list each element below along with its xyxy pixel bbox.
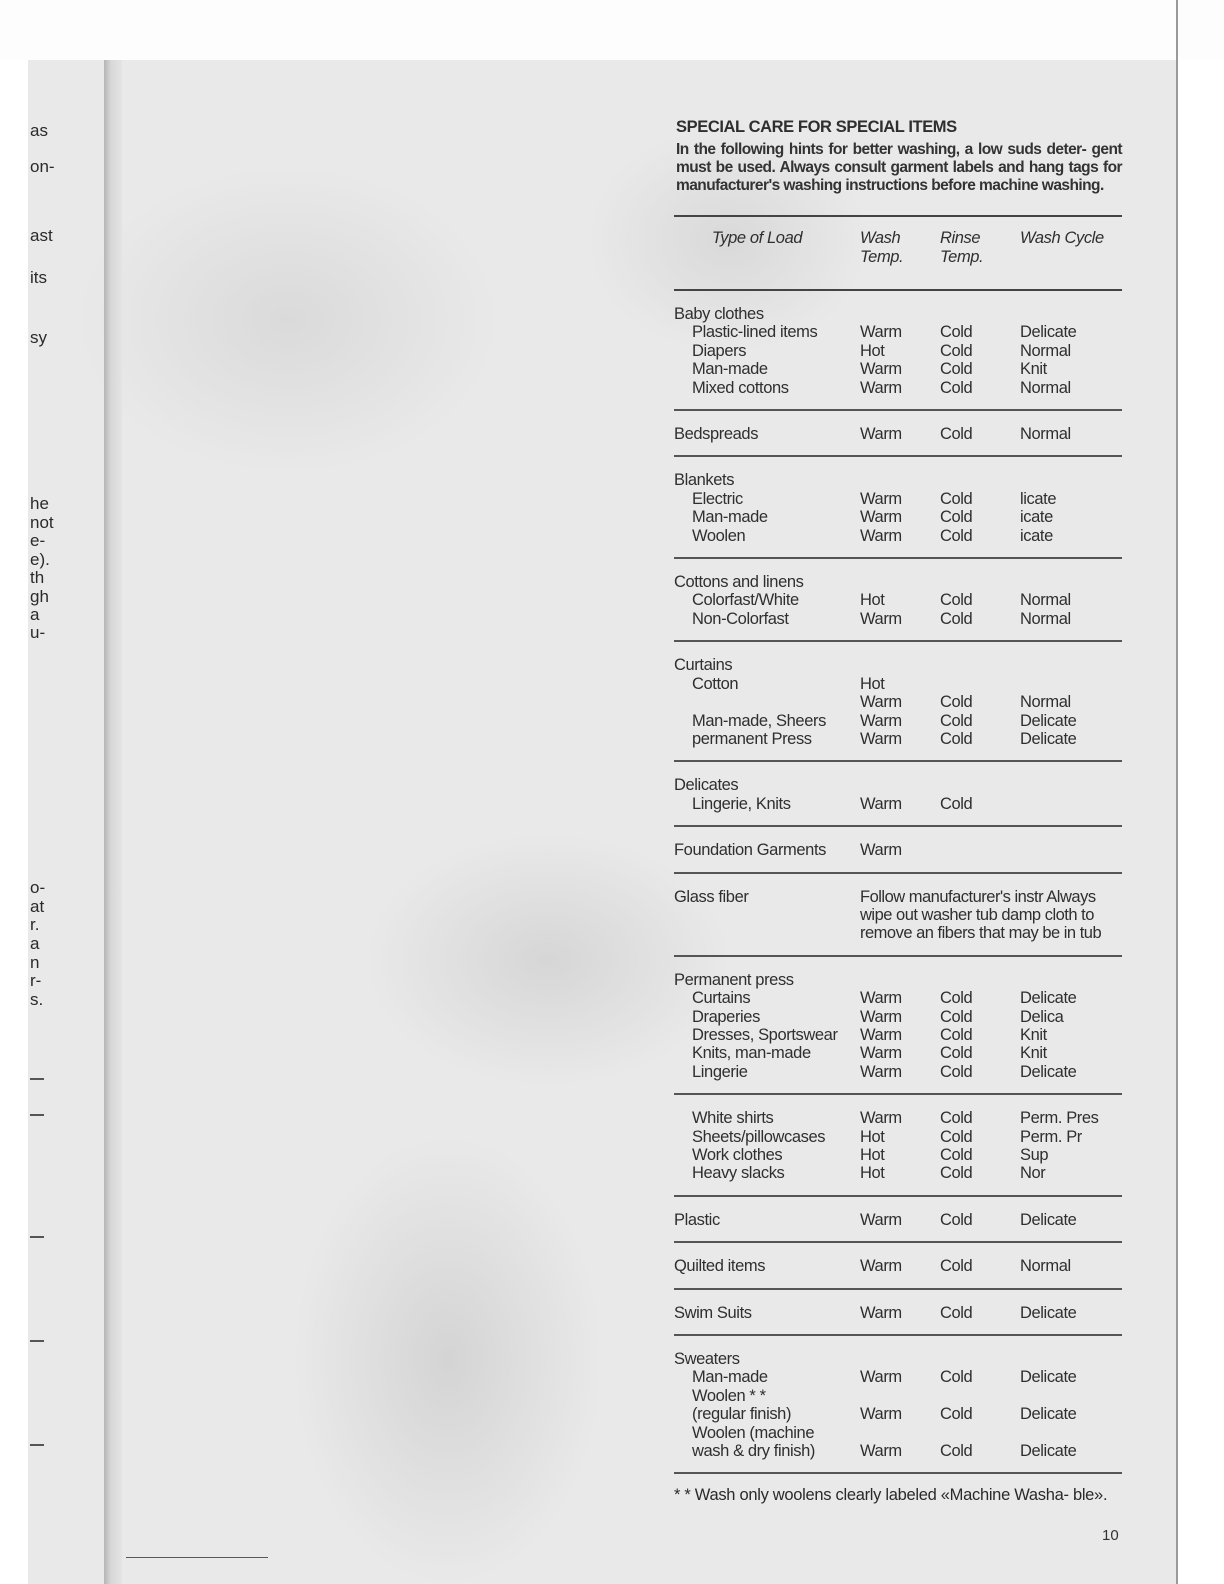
wash-cycle-cell [1020,795,1122,826]
wash-cycle-cell: Delicate [1020,1062,1077,1081]
table-row [674,873,1122,956]
rinse-temp-cell [940,826,1020,872]
rinse-temp-cell: Cold [940,794,973,813]
wash-temp-cell: Hot [860,1146,885,1164]
load-type-cell: Cottons and linens [674,573,804,592]
load-type-cell: Knits, man-made [692,1044,811,1063]
table-row [674,712,1122,730]
rinse-temp-cell: Cold [940,1368,973,1387]
load-type-cell: Curtains [692,989,751,1008]
care-table-group [674,410,1122,456]
wash-cycle-cell: Normal [1020,609,1071,628]
care-table-group [674,1242,1122,1288]
table-row [674,1368,1122,1386]
wash-cycle-cell [1020,826,1122,872]
load-type-cell: Man-made [692,1368,768,1387]
rinse-temp-cell: Cold [940,1044,973,1063]
rinse-temp-cell [940,956,1020,989]
table-row [674,1405,1122,1423]
left-page-rule-mark [30,1114,44,1116]
wash-temp-cell [860,956,940,989]
col-header-wash-temp [860,216,940,290]
left-page-text-fragment: not [30,513,54,532]
load-type-cell: Man-made, Sheers [692,711,826,730]
wash-cycle-cell [1020,1335,1122,1368]
load-type-cell: Colorfast/White [692,591,799,610]
care-table-group [674,1335,1122,1473]
rinse-temp-cell: Cold [940,693,973,712]
table-row [674,610,1122,641]
load-type-cell: Bedspreads [674,425,759,444]
load-type-cell: Permanent press [674,970,794,989]
load-type-cell: Dresses, Sportswear [692,1025,838,1044]
wash-cycle-cell: Delicate [1020,1442,1077,1461]
care-table-group [674,290,1122,410]
wash-cycle-cell: Knit [1020,1044,1047,1063]
load-type-cell: Sheets/pillowcases [692,1127,826,1146]
left-page-rule-mark [30,1236,44,1238]
rinse-temp-cell: Cold [940,526,973,545]
wash-cycle-cell [1020,761,1122,794]
table-row [674,956,1122,989]
table-row [674,323,1122,341]
wash-temp-cell: Warm [860,693,902,712]
wash-cycle-cell: Normal [1020,341,1071,360]
load-type-cell: (regular finish) [692,1405,792,1424]
load-type-cell: Woolen * * [692,1386,766,1405]
rinse-temp-cell [940,1424,1020,1442]
wash-temp-cell: Warm [860,1405,902,1424]
left-page-text-fragment: at [30,897,45,916]
left-page-text-fragment: r. [30,915,40,934]
wash-temp-cell: Hot [860,674,885,693]
rinse-temp-cell: Cold [940,1025,973,1044]
wash-cycle-cell: Normal [1020,693,1071,712]
table-row [674,490,1122,508]
load-type-cell: Woolen (machine [692,1423,815,1442]
rinse-temp-cell [940,558,1020,591]
wash-cycle-cell: licate [1020,489,1057,508]
left-page-text-fragment: gh [30,587,49,606]
care-table-group [674,558,1122,641]
care-table-group [674,641,1122,761]
wash-cycle-cell: Delica [1020,1007,1064,1026]
care-table-group [674,456,1122,558]
load-type-cell: Heavy slacks [692,1164,785,1183]
load-type-cell [674,693,860,711]
wash-temp-cell: Warm [860,1044,902,1063]
rinse-temp-cell: Cold [940,341,973,360]
left-page-rule-mark [30,1078,44,1080]
load-type-cell: Sweaters [674,1350,740,1369]
rinse-temp-cell: Cold [940,508,973,527]
load-type-cell: wash & dry finish) [692,1442,816,1461]
table-row [674,379,1122,410]
load-type-cell: Diapers [692,341,747,360]
table-row [674,290,1122,323]
intro-paragraph: In the following hints for better washing, a low suds deter- gent must be used. Always consult garment labels and hang tags for manufacturer's washing instructions before machine washing. [676,141,1122,194]
table-row [674,1094,1122,1127]
table-row [674,410,1122,456]
page-number: 10 [1102,1527,1119,1544]
wash-cycle-cell: Sup [1020,1146,1049,1164]
wash-temp-cell: Warm [860,489,902,508]
wash-cycle-cell: Delicate [1020,1303,1077,1322]
rinse-temp-cell: Cold [940,1062,973,1081]
rinse-temp-cell: Cold [940,1127,973,1146]
left-page-text-fragment: th [30,568,45,587]
col-header-rinse-line2: Temp. [940,248,984,266]
left-page-text-fragment: s. [30,990,44,1009]
load-type-cell: Foundation Garments [674,841,826,860]
left-page-text-fragment: r- [30,971,42,990]
care-table-group [674,956,1122,1094]
rinse-temp-cell: Cold [940,1146,973,1164]
wash-temp-cell: Warm [860,1303,902,1322]
rinse-temp-cell [940,1387,1020,1405]
left-page-text-fragment: u- [30,623,46,642]
load-type-cell: Lingerie, Knits [692,794,791,813]
load-type-cell: Lingerie [692,1062,748,1081]
table-row [674,1044,1122,1062]
table-row [674,1146,1122,1164]
wash-cycle-cell: icate [1020,526,1053,545]
load-type-cell: Curtains [674,656,733,675]
wash-cycle-cell: Delicate [1020,729,1077,748]
wash-cycle-cell: icate [1020,508,1053,527]
special-care-section [670,118,1122,1505]
wash-temp-cell [860,290,940,323]
wash-cycle-cell [1020,290,1122,323]
load-type-cell: Delicates [674,776,739,795]
load-type-cell: Glass fiber [674,887,749,906]
table-row [674,1008,1122,1026]
wash-cycle-cell: Delicate [1020,1210,1077,1229]
wash-cycle-cell: Knit [1020,360,1047,379]
wash-cycle-cell: Normal [1020,1257,1071,1276]
load-type-cell: Woolen [692,526,746,545]
load-type-cell: Electric [692,489,743,508]
load-type-cell: Cotton [692,674,739,693]
load-type-cell: Blankets [674,471,735,490]
table-row [674,675,1122,693]
wash-temp-cell: Hot [860,591,885,610]
wash-cycle-cell [1020,956,1122,989]
rinse-temp-cell: Cold [940,323,973,342]
rinse-temp-cell: Cold [940,609,973,628]
wash-cycle-cell: Perm. Pres [1020,1109,1099,1128]
table-row [674,558,1122,591]
rinse-temp-cell [940,1335,1020,1368]
wash-temp-cell: Hot [860,1164,885,1183]
wash-temp-cell: Warm [860,323,902,342]
wash-temp-cell: Warm [860,1368,902,1387]
left-page-text-fragment: on- [30,157,55,176]
wash-temp-cell: Warm [860,609,902,628]
col-header-type: Type of Load [711,229,803,247]
table-row [674,795,1122,826]
wash-temp-cell: Warm [860,1210,902,1229]
load-type-cell: permanent Press [692,729,812,748]
section-heading: SPECIAL CARE FOR SPECIAL ITEMS [676,118,957,136]
table-row [674,1128,1122,1146]
page-right-edge [1176,0,1178,1584]
rinse-temp-cell: Cold [940,711,973,730]
load-type-cell: Plastic [674,1210,720,1229]
wash-temp-cell: Hot [860,1127,885,1146]
rinse-temp-cell: Cold [940,1405,973,1424]
left-page-text-fragment: its [30,268,47,287]
table-row [674,1424,1122,1442]
table-row [674,641,1122,674]
care-table-group [674,761,1122,826]
wash-cycle-cell [1020,1387,1122,1405]
wash-temp-cell: Warm [860,989,902,1008]
wash-temp-cell: Warm [860,378,902,397]
load-type-cell: Man-made [692,360,768,379]
wash-temp-cell: Warm [860,1025,902,1044]
wash-cycle-cell [1020,558,1122,591]
col-header-wash-cycle: Wash Cycle [1020,229,1104,247]
table-row [674,1442,1122,1473]
table-row [674,342,1122,360]
left-page-text-fragment: e). [30,550,50,569]
wash-cycle-cell [1020,675,1122,693]
rinse-temp-cell [940,641,1020,674]
wash-temp-cell [860,456,940,489]
rinse-temp-cell: Cold [940,425,973,444]
table-row [674,1289,1122,1335]
load-type-cell: Baby clothes [674,305,764,323]
rinse-temp-cell: Cold [940,1442,973,1461]
rinse-temp-cell: Cold [940,360,973,379]
rinse-temp-cell: Cold [940,729,973,748]
col-header-rinse-line1: Rinse [940,229,981,247]
wash-temp-cell: Warm [860,729,902,748]
wash-temp-cell: Warm [860,360,902,379]
care-table-header [674,216,1122,290]
wash-temp-cell: Warm [860,1109,902,1128]
wash-temp-cell [860,761,940,794]
wash-temp-cell: Warm [860,794,902,813]
left-page-text-fragment: he [30,494,49,513]
wash-temp-cell: Warm [860,1257,902,1276]
wash-temp-cell [860,558,940,591]
left-page-rule-mark [30,1340,44,1342]
left-page-text-fragment: a [30,605,40,624]
wash-cycle-cell [1020,456,1122,489]
rinse-temp-cell: Cold [940,591,973,610]
table-row [674,1196,1122,1242]
wash-temp-cell: Warm [860,1442,902,1461]
load-type-cell: Draperies [692,1007,760,1026]
rinse-temp-cell [940,456,1020,489]
load-type-cell: Man-made [692,508,768,527]
instruction-cell: Follow manufacturer's instr Always wipe out washer tub damp cloth to remove an fibers that may be in tub [860,887,1102,943]
wash-cycle-cell: Delicate [1020,711,1077,730]
table-row [674,1164,1122,1195]
wash-temp-cell [860,1335,940,1368]
load-type-cell: Plastic-lined items [692,323,818,342]
load-type-cell: Non-Colorfast [692,609,789,628]
table-row [674,1387,1122,1405]
left-page-text-fragment: as [30,121,48,140]
col-header-wash-line2: Temp. [860,248,904,266]
rinse-temp-cell: Cold [940,989,973,1008]
table-row [674,761,1122,794]
scan-top-margin [0,0,1224,60]
table-row [674,527,1122,558]
care-table-group [674,826,1122,872]
col-header-rinse-temp [940,216,1020,290]
booklet-spine-shadow [104,60,122,1584]
rinse-temp-cell [940,761,1020,794]
wash-cycle-cell: Nor [1020,1164,1046,1183]
wash-temp-cell: Warm [860,1062,902,1081]
left-page-text-fragment: e- [30,531,46,550]
table-row [674,693,1122,711]
wash-temp-cell: Warm [860,711,902,730]
left-page-text-fragment: ast [30,226,53,245]
wash-temp-cell: Warm [860,508,902,527]
wash-cycle-cell: Normal [1020,378,1071,397]
load-type-cell: Swim Suits [674,1303,752,1322]
wash-temp-cell: Warm [860,425,902,444]
left-page-text-fragment: sy [30,328,47,347]
wash-cycle-cell: Delicate [1020,1405,1077,1424]
table-row [674,1026,1122,1044]
wash-temp-cell [860,641,940,674]
wash-cycle-cell: Delicate [1020,989,1077,1008]
table-row [674,730,1122,761]
care-table-group [674,1289,1122,1335]
wash-cycle-cell [1020,641,1122,674]
left-page-text-fragment: o- [30,878,46,897]
load-type-cell: White shirts [692,1109,774,1128]
care-table-group [674,1196,1122,1242]
wash-temp-cell [860,1424,940,1442]
rinse-temp-cell: Cold [940,1007,973,1026]
wash-temp-cell: Warm [860,526,902,545]
care-table-group [674,1094,1122,1196]
wash-cycle-cell: Normal [1020,425,1071,444]
rinse-temp-cell: Cold [940,1109,973,1128]
col-header-wash-line1: Wash [860,229,901,247]
left-page-rule-mark [30,1444,44,1446]
wash-cycle-cell: Knit [1020,1025,1047,1044]
left-page-text-fragment: a [30,934,40,953]
care-table [674,215,1122,1474]
rinse-temp-cell: Cold [940,378,973,397]
wash-cycle-cell: Delicate [1020,1368,1077,1387]
wash-temp-cell: Hot [860,341,885,360]
footnote: * * Wash only woolens clearly labeled «Machine Washa- ble». [674,1486,1108,1505]
wash-temp-cell: Warm [860,1007,902,1026]
table-row [674,1335,1122,1368]
rinse-temp-cell: Cold [940,1210,973,1229]
load-type-cell: Quilted items [674,1257,766,1276]
left-page-text-fragment: n [30,953,40,972]
table-row [674,1063,1122,1094]
load-type-cell: Mixed cottons [692,378,789,397]
wash-cycle-cell [1020,1424,1122,1442]
wash-temp-cell: Warm [860,841,902,860]
table-row [674,591,1122,609]
care-table-group [674,873,1122,956]
wash-cycle-cell: Delicate [1020,323,1077,342]
table-row [674,826,1122,872]
wash-cycle-cell: Perm. Pr [1020,1127,1082,1146]
table-row [674,360,1122,378]
wash-cycle-cell: Normal [1020,591,1071,610]
rinse-temp-cell: Cold [940,1257,973,1276]
wash-temp-cell [860,1387,940,1405]
table-row [674,1242,1122,1288]
rinse-temp-cell: Cold [940,1164,973,1183]
table-row [674,456,1122,489]
rinse-temp-cell [940,290,1020,323]
table-row [674,508,1122,526]
rinse-temp-cell: Cold [940,1303,973,1322]
load-type-cell: Work clothes [692,1146,783,1164]
table-row [674,989,1122,1007]
blue-underline-mark [126,1557,268,1558]
rinse-temp-cell [940,675,1020,693]
rinse-temp-cell: Cold [940,489,973,508]
